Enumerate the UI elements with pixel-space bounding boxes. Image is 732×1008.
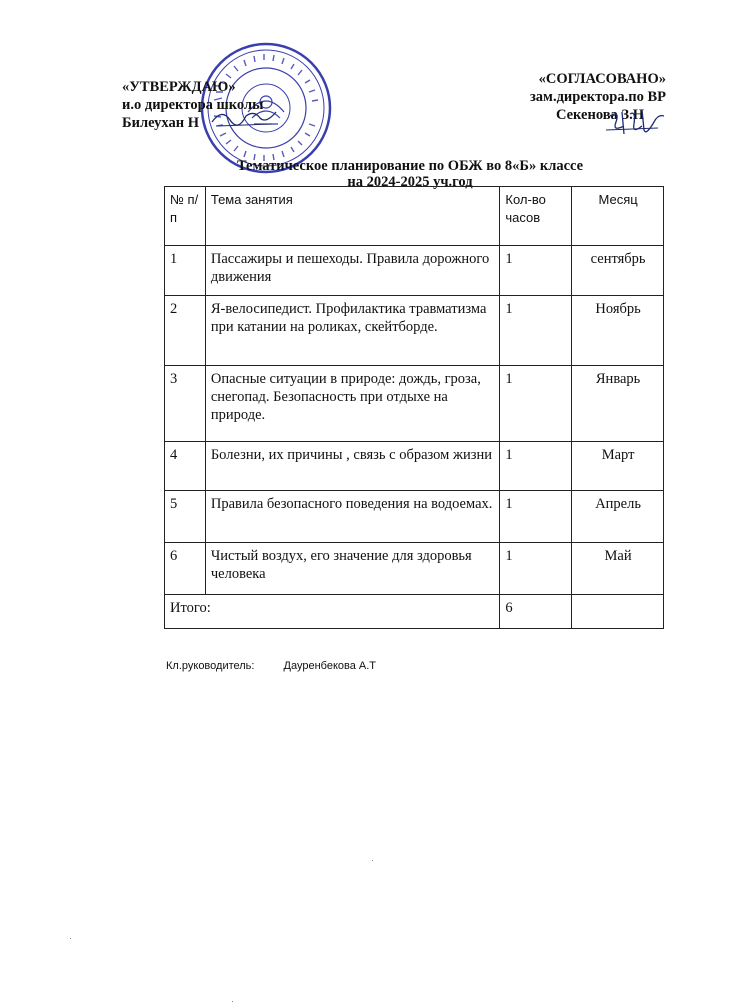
scan-speck (232, 1001, 233, 1002)
lesson-plan-table (164, 186, 664, 629)
row-topic: Правила безопасного поведения на водоемах. (205, 491, 500, 543)
row-topic: Болезни, их причины , связь с образом жизни (205, 442, 500, 491)
row-month: Апрель (572, 491, 664, 543)
row-hours: 1 (500, 491, 572, 543)
table-row (165, 442, 664, 491)
scan-speck (372, 860, 373, 861)
row-month: Январь (572, 366, 664, 442)
row-num: 4 (165, 442, 206, 491)
total-label: Итого: (165, 595, 500, 629)
header-topic: Тема занятия (205, 187, 500, 246)
row-hours: 1 (500, 296, 572, 366)
row-month: Март (572, 442, 664, 491)
row-hours: 1 (500, 442, 572, 491)
row-num: 6 (165, 543, 206, 595)
scan-speck (70, 938, 71, 939)
row-topic: Пассажиры и пешеходы. Правила дорожного движения (205, 246, 500, 296)
table-header-row (165, 187, 664, 246)
row-month: сентябрь (572, 246, 664, 296)
header-num: № п/п (165, 187, 206, 246)
row-topic: Опасные ситуации в природе: дождь, гроза, снегопад. Безопасность при отдыхе на природе. (205, 366, 500, 442)
row-month: Май (572, 543, 664, 595)
agreement-name: Секенова З.Н (555, 107, 644, 123)
table-row (165, 366, 664, 442)
table-total-row (165, 595, 664, 629)
approval-position: и.о директора школы (122, 97, 264, 113)
director-signature (210, 104, 278, 134)
table-row (165, 491, 664, 543)
table-row (165, 543, 664, 595)
total-hours: 6 (500, 595, 572, 629)
title-line-1: Тематическое планирование по ОБЖ во 8«Б» классе (236, 158, 584, 174)
row-hours: 1 (500, 543, 572, 595)
row-num: 1 (165, 246, 206, 296)
approval-name: Билеухан Н (122, 115, 199, 131)
row-num: 5 (165, 491, 206, 543)
row-topic: Я-велосипедист. Профилактика травматизма при катании на роликах, скейтборде. (205, 296, 500, 366)
class-teacher-name: Дауренбекова А.Т (283, 660, 377, 672)
row-hours: 1 (500, 246, 572, 296)
row-topic: Чистый воздух, его значение для здоровья человека (205, 543, 500, 595)
table-row (165, 296, 664, 366)
total-month-empty (572, 595, 664, 629)
row-num: 3 (165, 366, 206, 442)
header-month: Месяц (572, 187, 664, 246)
row-month: Ноябрь (572, 296, 664, 366)
title-line-2: на 2024-2025 уч.год (347, 174, 473, 190)
deputy-signature (606, 106, 666, 138)
row-num: 2 (165, 296, 206, 366)
approval-heading: «УТВЕРЖДАЮ» (122, 79, 236, 95)
class-teacher-label: Кл.руководитель: (166, 660, 255, 672)
agreement-heading: «СОГЛАСОВАНО» (538, 71, 666, 87)
class-teacher-line (166, 660, 376, 672)
table-row (165, 246, 664, 296)
agreement-position: зам.директора.по ВР (529, 89, 666, 105)
row-hours: 1 (500, 366, 572, 442)
header-hours: Кол-во часов (500, 187, 572, 246)
